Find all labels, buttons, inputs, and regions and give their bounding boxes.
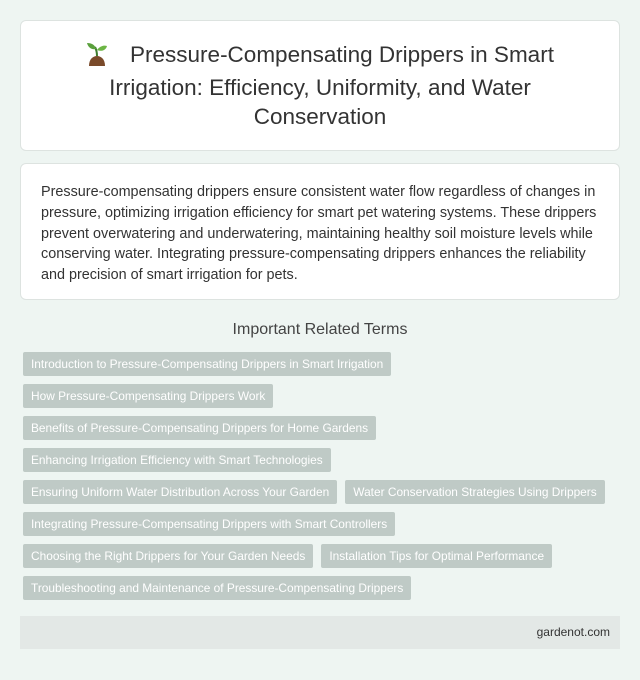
term-row	[23, 384, 623, 408]
related-term-tag[interactable]: Water Conservation Strategies Using Drippers	[345, 480, 604, 504]
summary-text: Pressure-compensating drippers ensure consistent water flow regardless of changes in pressure, optimizing irrigation efficiency for smart pet watering systems. These drippers prevent overwatering and underwatering, maintaining healthy soil moisture levels while conserving water. Integrating pressure-compensating drippers enhances the reliability and precision of smart irrigation for pets.	[41, 184, 597, 284]
term-row	[23, 416, 623, 440]
related-terms-list	[23, 352, 623, 608]
term-row	[23, 480, 623, 504]
sprout-icon	[86, 42, 108, 73]
related-term-tag[interactable]: Troubleshooting and Maintenance of Pressure-Compensating Drippers	[23, 576, 411, 600]
related-term-tag[interactable]: Benefits of Pressure-Compensating Drippers for Home Gardens	[23, 416, 376, 440]
related-term-tag[interactable]: Choosing the Right Drippers for Your Garden Needs	[23, 544, 313, 568]
term-row	[23, 512, 623, 536]
related-terms-heading: Important Related Terms	[232, 321, 408, 338]
term-row	[23, 576, 623, 600]
term-row	[23, 448, 623, 472]
footer-site[interactable]: gardenot.com	[536, 625, 610, 639]
related-term-tag[interactable]: Ensuring Uniform Water Distribution Across Your Garden	[23, 480, 337, 504]
related-term-tag[interactable]: Integrating Pressure-Compensating Drippers with Smart Controllers	[23, 512, 395, 536]
term-row	[23, 544, 623, 568]
related-term-tag[interactable]: How Pressure-Compensating Drippers Work	[23, 384, 273, 408]
related-term-tag[interactable]: Installation Tips for Optimal Performance	[321, 544, 552, 568]
related-term-tag[interactable]: Enhancing Irrigation Efficiency with Smart Technologies	[23, 448, 331, 472]
page-title	[61, 40, 579, 131]
title-card	[20, 20, 620, 151]
footer	[20, 616, 620, 649]
summary-card	[20, 163, 620, 300]
title-text: Pressure-Compensating Drippers in Smart Irrigation: Efficiency, Uniformity, and Water Conservation	[109, 42, 554, 129]
related-term-tag[interactable]: Introduction to Pressure-Compensating Drippers in Smart Irrigation	[23, 352, 391, 376]
term-row	[23, 352, 623, 376]
